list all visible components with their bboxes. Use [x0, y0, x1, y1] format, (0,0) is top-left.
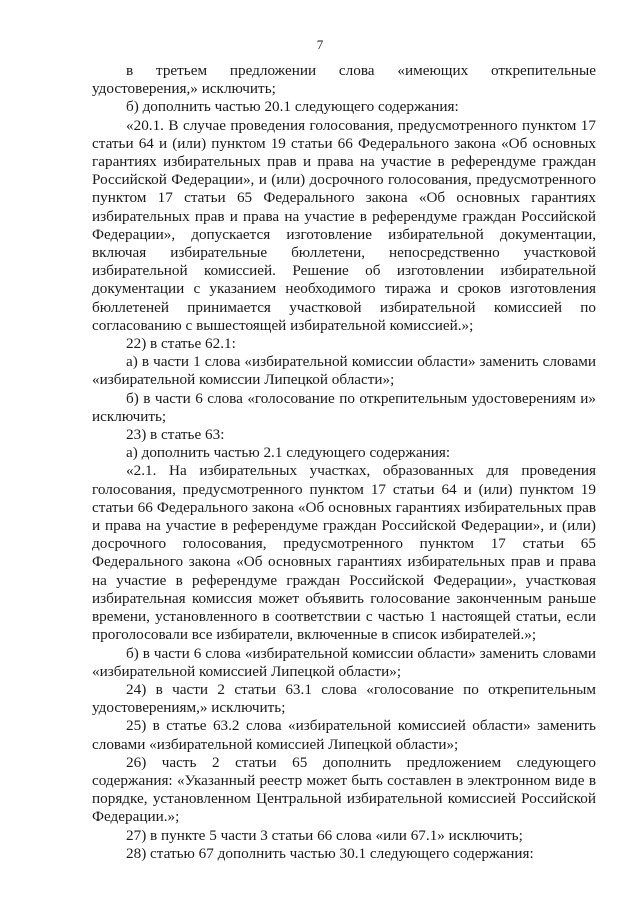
paragraph-12: 25) в статье 63.2 слова «избирательной комиссией области» заменить словами «избирательной комиссией Липецкой области»;: [92, 717, 596, 753]
document-body: [92, 62, 596, 863]
paragraph-6: б) в части 6 слова «голосование по открепительным удостоверениям и» исключить;: [92, 389, 596, 425]
paragraph-11: 24) в части 2 статьи 63.1 слова «голосование по открепительным удостоверениям,» исключить;: [92, 680, 596, 717]
page-number: 7: [316, 37, 324, 52]
paragraph-2: б) дополнить частью 20.1 следующего содержания:: [126, 98, 459, 116]
paragraph-4: 22) в статье 62.1:: [126, 335, 236, 353]
paragraph-5: а) в части 1 слова «избирательной комиссии области» заменить словами «избирательной комиссии Липецкой области»;: [92, 353, 596, 389]
paragraph-10: б) в части 6 слова «избирательной комиссии области» заменить словами «избирательной комиссией Липецкой области»;: [92, 644, 596, 680]
paragraph-13: 26) часть 2 статьи 65 дополнить предложением следующего содержания: «Указанный реестр может быть составлен в электронном виде в порядке, установленном Центральной избирательной комиссией Российской Федерации.»;: [92, 753, 596, 826]
paragraph-8: а) дополнить частью 2.1 следующего содержания:: [126, 444, 451, 462]
paragraph-7: 23) в статье 63:: [126, 426, 225, 444]
paragraph-14: 27) в пункте 5 части 3 статьи 66 слова «или 67.1» исключить;: [126, 826, 523, 844]
paragraph-3: «20.1. В случае проведения голосования, предусмотренного пунктом 17 статьи 64 и (или) пунктом 19 статьи 66 Федерального закона «Об основных гарантиях избирательных прав и права на участие в референдуме граждан Российской Федерации», и (или) досрочного голосования, предусмотренного пунктом 17 статьи 65 Федерального закона «Об основных гарантиях избирательных прав и права на участие в референдуме граждан Российской Федерации», допускается изготовление избирательной документации, включая избирательные бюллетени, непосредственно участковой избирательной комиссией. Решение об изготовлении избирательной документации с указанием необходимого тиража и сроков изготовления бюллетеней принимается участковой избирательной комиссией по согласованию с вышестоящей избирательной комиссией.»;: [92, 116, 596, 334]
paragraph-15: 28) статью 67 дополнить частью 30.1 следующего содержания:: [126, 844, 534, 862]
paragraph-1: в третьем предложении слова «имеющих открепительные удостоверения,» исключить;: [92, 62, 596, 98]
paragraph-9: «2.1. На избирательных участках, образованных для проведения голосования, предусмотренного пунктом 17 статьи 64 и (или) пунктом 19 статьи 66 Федерального закона «Об основных гарантиях избирательных прав и права на участие в референдуме граждан Российской Федерации», и (или) досрочного голосования, предусмотренного пунктом 17 статьи 65 Федерального закона «Об основных гарантиях избирательных прав и права на участие в референдуме граждан Российской Федерации», участковая избирательная комиссия может объявить голосование законченным раньше времени, установленного в соответствии с частью 1 настоящей статьи, если проголосовали все избиратели, включенные в список избирателей.»;: [92, 462, 596, 644]
